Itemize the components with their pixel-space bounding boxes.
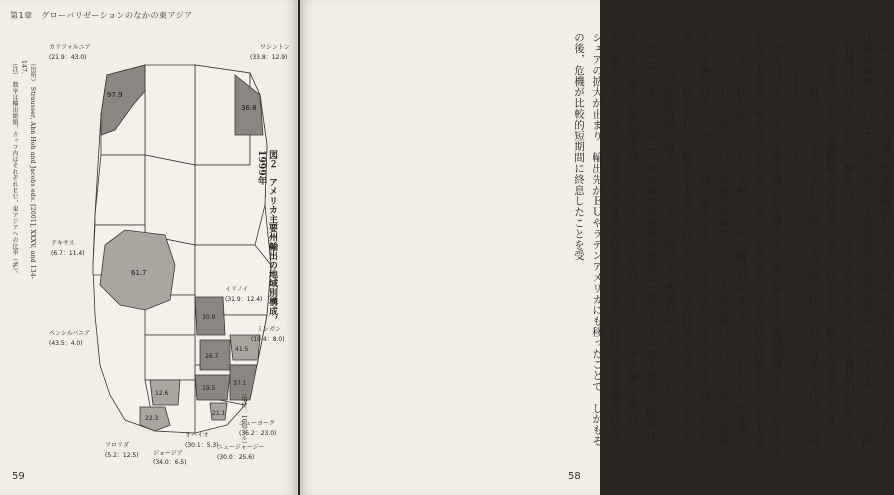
label-georgia: ジョージア — [153, 450, 183, 457]
page-number-left: 59 — [12, 471, 25, 482]
label-california: カリフォルニア — [49, 44, 91, 51]
us-map-svg — [45, 35, 290, 466]
label-florida: フロリダ — [105, 442, 130, 449]
label-washington-values: (33.8：12.9) — [250, 54, 288, 61]
label-ohio-values: (30.1：5.3) — [185, 442, 219, 449]
label-michigan: ミシガン — [257, 326, 282, 333]
label-washington: ワシントン — [260, 44, 290, 51]
label-florida-values: (5.2：12.5) — [105, 452, 139, 459]
figure-note-explanation: （注） 数字は輸出総額，カッコ内はそれぞれＥＵ，東アジアへの比率（%）。 — [11, 60, 18, 277]
label-california-values: (21.9：43.0) — [49, 54, 87, 61]
paragraph: 図２は，アメリカの主要な輸出州を選んで，輸出額とその地域別構成を示したものである。太部分の州では，カナダ，メキシコを含むアメリカ大陸の比重がもっとも大きくなる。それを除くと，ＥＵと東アジアへの輸出が基本であった。しかし，東北部を中心とした七つの州でＥＵへの輸出が東アジアへのそれを凌いでいたのに対し，対東アジア輸出はカリフォルニア州で最大であり，テキサス州でもアメリカ大陸の次に位置し，いずれもＥＵへの輸出を大きく上回った。アメリカ経済の内部にも，主としてアジア太平洋経済圏に属することによって成長する地域が出てきたのである。 — [663, 32, 783, 457]
body-text — [573, 32, 894, 457]
paragraph: 戻ってアメリカの貿易の地域別構成を見ると，日本の比重が下がり，アジアとＥＵの比重が増加していることがわかる。工業品貿易の統計を見ると，アメリカとＥＵの間の貿易は，特定の分野で「棲み分け」ていることがうかがえ，水平貿易的に拡大している。他方，日本への機械輸出は停滞的であり，日本からの輸入が圧倒的に大きい。アジアとの貿易は，アメリカとＥＵの間ほど水平的ではないが，日本よりは双方向的になってきていると言えよう。 — [789, 32, 891, 457]
value-illinois: 30.9 — [202, 314, 216, 321]
label-new-jersey-values: (30.0：25.6) — [217, 454, 255, 461]
label-michigan-values: (10.4：8.0) — [251, 336, 285, 343]
label-illinois-values: (31.9：12.4) — [225, 296, 263, 303]
page-number-right: 58 — [568, 471, 581, 482]
paragraph: そこで，カリフォルニア州の輸出の地域別構成を一瞥しよう（表３参照）。同州はアメリカで最大の輸出額を誇り，しかも一九九〇年代に大きくハイテク輸出を伸ばした。東アジアのシェアの圧倒的な大きさが印象的であるが，同時に通貨危機の時点でシェアの拡大が止まり，輸出先がＥＵやラテンアメリカにも移ったことで，しかもその後，危機が比較的短期間に終息したことを受 — [573, 32, 657, 452]
figure-caption: 図２ アメリカ主要州輸出の地域別構成，1999年 — [256, 150, 277, 325]
label-pennsylvania-values: (43.5：4.0) — [49, 340, 83, 347]
label-ohio: オハイオ — [185, 432, 209, 439]
value-michigan: 41.5 — [235, 346, 249, 353]
label-pennsylvania: ペンシルバニア — [49, 330, 91, 337]
value-new-jersey: 21.1 — [212, 410, 226, 417]
left-page — [0, 0, 298, 495]
value-florida: 22.3 — [145, 415, 159, 422]
figure-note-source: （出所） Strausser, Ahn Hoh and Jacobs eds. [2001], XXXV, and 134-147. — [20, 60, 36, 280]
label-texas-values: (6.7：11.4) — [51, 250, 85, 257]
label-illinois: イリノイ — [225, 286, 249, 293]
value-georgia: 12.6 — [155, 390, 169, 397]
label-new-york: ニューヨーク — [239, 420, 276, 427]
running-head: 第1章 グローバリゼーションのなかの東アジア — [10, 11, 193, 20]
value-washington: 36.8 — [241, 104, 257, 112]
label-new-jersey: ニュージャージー — [217, 444, 265, 451]
label-texas: テキサス — [51, 240, 75, 247]
value-california: 97.9 — [107, 91, 123, 99]
value-ohio: 26.7 — [205, 353, 219, 360]
figure-unit-note: （単位：10億ドル） — [240, 390, 247, 448]
value-new-york: 37.1 — [233, 380, 247, 387]
label-new-york-values: (36.2：23.0) — [239, 430, 277, 437]
figure-source-note — [10, 60, 37, 290]
us-states-map — [45, 35, 290, 466]
value-pennsylvania: 19.5 — [202, 385, 216, 392]
right-page — [300, 0, 891, 495]
value-texas: 61.7 — [131, 269, 147, 277]
label-georgia-values: (34.0：6.5) — [153, 459, 187, 466]
